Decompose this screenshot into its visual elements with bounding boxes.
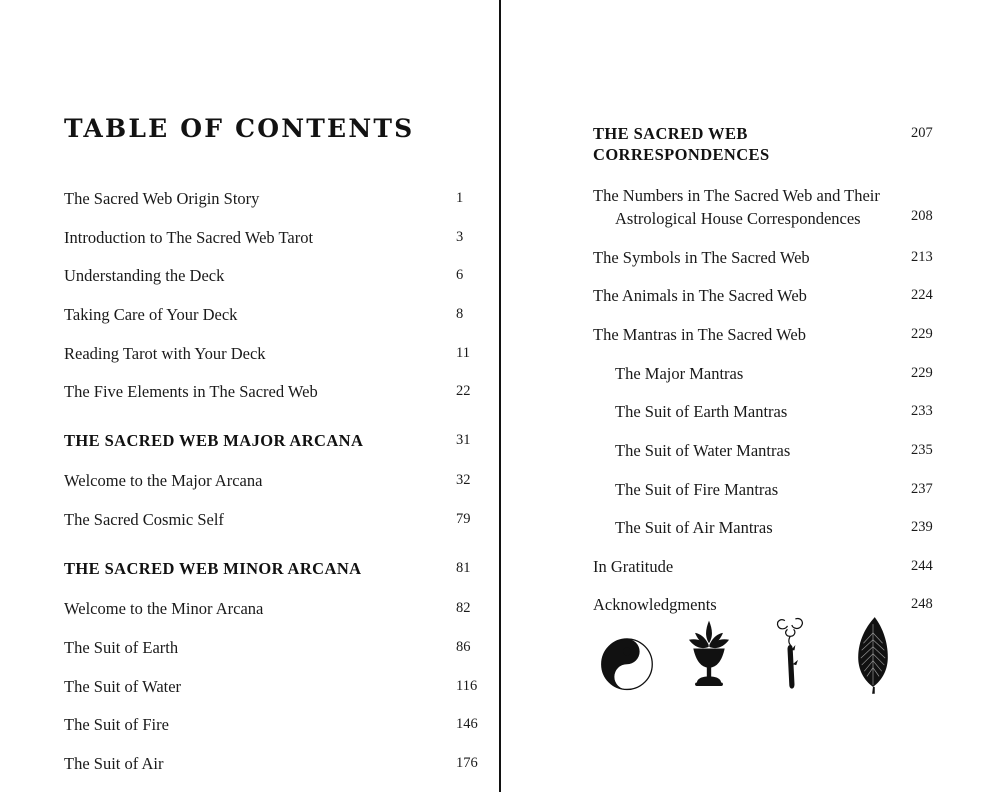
toc-entry-label: THE SACRED WEB MINOR ARCANA [64, 558, 362, 578]
toc-entry-page-number: 224 [911, 287, 933, 304]
feather-icon [846, 604, 900, 700]
toc-entry-label: Welcome to the Minor Arcana [64, 599, 264, 619]
toc-entry-page-number: 22 [456, 383, 471, 400]
toc-entry[interactable] [64, 304, 464, 326]
toc-entry-label: The Sacred Web Origin Story [64, 189, 260, 208]
ornament-row [600, 590, 900, 700]
toc-list-left [64, 189, 478, 774]
toc-entry-page-number: 11 [456, 344, 470, 361]
toc-entry[interactable] [64, 753, 478, 775]
toc-entry-page-number: 116 [456, 677, 478, 694]
toc-entry-label: The Numbers in The Sacred Web and Their Astrological House Correspondences [593, 185, 892, 230]
toc-entry-label: Reading Tarot with Your Deck [64, 343, 266, 363]
toc-entry[interactable] [64, 715, 478, 736]
toc-entry-page-number: 248 [911, 596, 933, 613]
toc-entry-page-number: 233 [911, 403, 933, 420]
toc-entry-page-number: 207 [911, 125, 933, 141]
toc-entry-page-number: 8 [456, 305, 464, 322]
toc-entry[interactable] [64, 430, 471, 452]
toc-entry-page-number: 31 [456, 431, 471, 448]
toc-entry-label: Acknowledgments [593, 595, 717, 615]
toc-entry[interactable] [593, 248, 936, 269]
toc-entry[interactable] [64, 676, 478, 698]
toc-entry-page-number: 6 [456, 267, 464, 284]
toc-entry-page-number: 213 [911, 248, 933, 265]
toc-entry[interactable] [593, 124, 936, 165]
toc-entry-page-number: 86 [456, 638, 471, 655]
toc-entry[interactable] [64, 189, 464, 210]
toc-entry[interactable] [593, 402, 936, 423]
toc-entry-label: The Suit of Water [64, 676, 182, 696]
toc-entry-label: The Suit of Fire [64, 715, 169, 735]
toc-entry-label: Taking Care of Your Deck [64, 304, 238, 324]
toc-entry-label: The Suit of Fire Mantras [615, 479, 779, 499]
toc-entry-label: The Suit of Water Mantras [615, 440, 791, 460]
toc-entry[interactable] [593, 441, 936, 462]
toc-entry-page-number: 81 [456, 559, 471, 576]
toc-entry-page-number: 239 [911, 519, 933, 536]
toc-entry-label: The Suit of Air Mantras [615, 518, 773, 538]
toc-entry-page-number: 237 [911, 480, 933, 497]
toc-entry[interactable] [64, 558, 471, 580]
toc-entry-page-number: 176 [456, 754, 478, 771]
toc-entry-label: The Five Elements in The Sacred Web [64, 382, 318, 402]
toc-entry-label: The Symbols in The Sacred Web [593, 247, 810, 267]
toc-entry-page-number: 3 [456, 228, 464, 245]
toc-entry-label: THE SACRED WEB CORRESPONDENCES [593, 124, 770, 164]
toc-entry[interactable] [593, 185, 936, 230]
toc-entry-page-number: 244 [911, 557, 933, 574]
toc-entry-page-number: 229 [911, 364, 933, 381]
toc-entry-label: In Gratitude [593, 556, 674, 576]
toc-entry[interactable] [593, 557, 936, 578]
toc-entry-label: The Animals in The Sacred Web [593, 286, 807, 306]
toc-entry-label: Welcome to the Major Arcana [64, 471, 263, 491]
toc-entry[interactable] [64, 471, 471, 492]
toc-entry[interactable] [64, 637, 471, 659]
toc-entry-page-number: 235 [911, 441, 933, 458]
page-title: TABLE OF CONTENTS [64, 114, 415, 143]
toc-entry-label: THE SACRED WEB MAJOR ARCANA [64, 430, 364, 450]
toc-entry-label-line2: Astrological House Correspondences [615, 208, 861, 228]
toc-entry[interactable] [64, 227, 464, 249]
toc-entry[interactable] [64, 382, 471, 403]
toc-entry-page-number: 82 [456, 600, 471, 617]
toc-entry-label: The Mantras in The Sacred Web [593, 325, 806, 345]
toc-entry-label: The Major Mantras [615, 363, 744, 383]
toc-entry-label: Understanding the Deck [64, 266, 225, 286]
toc-entry-page-number: 208 [911, 208, 933, 225]
toc-entry-page-number: 229 [911, 326, 933, 343]
toc-left-column [0, 0, 499, 792]
toc-entry[interactable] [64, 510, 471, 531]
yin-yang-icon [600, 604, 654, 700]
toc-list-right [593, 124, 936, 616]
incense-stick-icon [764, 604, 818, 700]
toc-entry-page-number: 32 [456, 472, 471, 489]
toc-entry[interactable] [593, 364, 936, 385]
toc-entry-label: The Sacred Cosmic Self [64, 510, 224, 529]
toc-entry-label: The Suit of Air [64, 753, 164, 773]
toc-entry-page-number: 1 [456, 190, 464, 206]
toc-entry[interactable] [593, 480, 936, 501]
toc-entry[interactable] [64, 343, 470, 365]
toc-entry-label: The Suit of Earth Mantras [615, 402, 788, 422]
toc-entry[interactable] [64, 599, 471, 620]
toc-entry-page-number: 146 [456, 716, 478, 733]
toc-entry-label: Introduction to The Sacred Web Tarot [64, 227, 314, 247]
toc-entry[interactable] [64, 266, 464, 287]
toc-entry[interactable] [593, 325, 936, 346]
toc-entry-label: The Suit of Earth [64, 637, 179, 657]
lotus-chalice-icon [682, 604, 736, 700]
toc-entry[interactable] [593, 286, 936, 307]
toc-entry-page-number: 79 [456, 511, 471, 527]
toc-entry[interactable] [593, 518, 936, 539]
